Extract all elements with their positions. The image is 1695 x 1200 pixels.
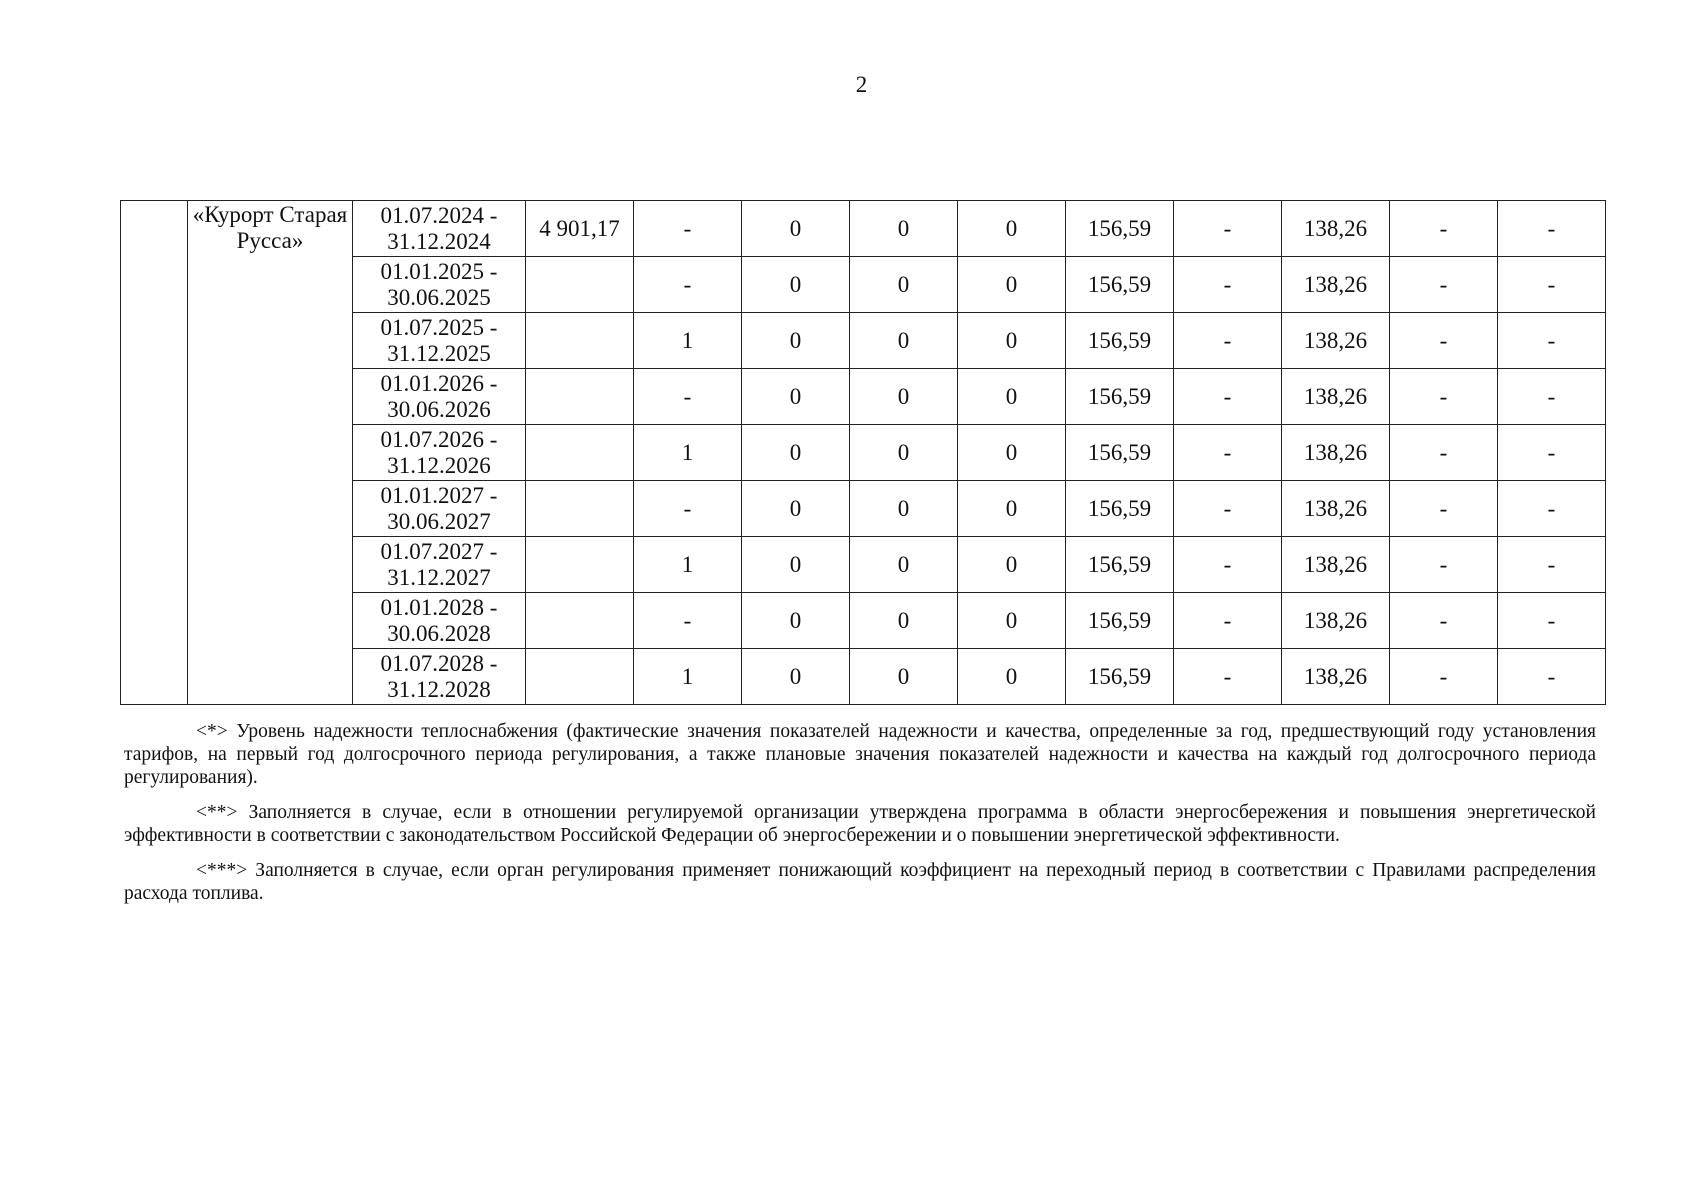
period-cell xyxy=(353,481,526,537)
footnote-1: <*> Уровень надежности теплоснабжения (фактические значения показателей надежности и качества, определенные за год, предшествующий году установления тарифов, на первый год долгосрочного периода регулирования, а также плановые значения показателей надежности и качества на каждый год долгосрочного периода регулирования). xyxy=(124,721,1596,788)
value-cell: - xyxy=(1390,481,1498,537)
value-cell: 156,59 xyxy=(1066,369,1174,425)
table-row xyxy=(121,201,1606,257)
base-value-cell xyxy=(526,257,634,313)
period-cell xyxy=(353,201,526,257)
base-value-cell xyxy=(526,481,634,537)
period-cell xyxy=(353,257,526,313)
period-cell xyxy=(353,369,526,425)
base-value-cell xyxy=(526,649,634,705)
value-cell: 0 xyxy=(742,593,850,649)
value-cell: - xyxy=(1498,425,1606,481)
value-cell: - xyxy=(634,257,742,313)
value-cell: 0 xyxy=(850,313,958,369)
period-start: 01.07.2027 - xyxy=(380,538,498,564)
page-number: 2 xyxy=(855,72,868,97)
period-cell xyxy=(353,593,526,649)
footnote-2: <**> Заполняется в случае, если в отношении регулируемой организации утверждена программа в области энергосбережения и повышения энергетической эффективности в соответствии с законодательством Российской Федерации об энергосбережении и о повышении энергетической эффективности. xyxy=(124,802,1596,846)
footnote-3: <***> Заполняется в случае, если орган регулирования применяет понижающий коэффициент на переходный период в соответствии с Правилами распределения расхода топлива. xyxy=(124,860,1596,904)
value-cell: 0 xyxy=(742,369,850,425)
value-cell: 156,59 xyxy=(1066,201,1174,257)
value-cell: 0 xyxy=(958,481,1066,537)
value-cell: 156,59 xyxy=(1066,481,1174,537)
period-end: 31.12.2025 xyxy=(387,340,491,366)
value-cell: - xyxy=(1390,537,1498,593)
value-cell: - xyxy=(1498,257,1606,313)
value-cell: 0 xyxy=(958,649,1066,705)
value-cell: - xyxy=(634,481,742,537)
value-cell: 0 xyxy=(742,537,850,593)
value-cell: - xyxy=(1498,201,1606,257)
value-cell: - xyxy=(634,201,742,257)
organization-name: «Курорт Старая Русса» xyxy=(192,202,348,253)
value-cell: - xyxy=(1174,593,1282,649)
value-cell: 156,59 xyxy=(1066,425,1174,481)
value-cell: 0 xyxy=(850,257,958,313)
value-cell: 138,26 xyxy=(1282,201,1390,257)
base-value-cell xyxy=(526,369,634,425)
base-value-cell xyxy=(526,425,634,481)
value-cell: - xyxy=(1498,593,1606,649)
value-cell: 0 xyxy=(850,649,958,705)
value-cell: - xyxy=(1390,649,1498,705)
period-cell xyxy=(353,537,526,593)
value-cell: - xyxy=(1498,649,1606,705)
value-cell: - xyxy=(1174,313,1282,369)
value-cell: - xyxy=(1498,481,1606,537)
value-cell: - xyxy=(1498,369,1606,425)
value-cell: 138,26 xyxy=(1282,369,1390,425)
base-value-cell xyxy=(526,593,634,649)
period-end: 30.06.2025 xyxy=(387,284,491,310)
period-start: 01.07.2028 - xyxy=(380,650,498,676)
value-cell: 0 xyxy=(742,201,850,257)
value-cell: 0 xyxy=(958,537,1066,593)
value-cell: - xyxy=(1390,369,1498,425)
value-cell: - xyxy=(634,593,742,649)
value-cell: 138,26 xyxy=(1282,481,1390,537)
value-cell: 0 xyxy=(742,649,850,705)
value-cell: - xyxy=(1174,369,1282,425)
period-start: 01.01.2027 - xyxy=(380,482,498,508)
period-start: 01.07.2026 - xyxy=(380,426,498,452)
period-end: 31.12.2026 xyxy=(387,452,491,478)
value-cell: 1 xyxy=(634,313,742,369)
value-cell: 0 xyxy=(958,201,1066,257)
period-start: 01.01.2026 - xyxy=(380,370,498,396)
value-cell: 156,59 xyxy=(1066,313,1174,369)
period-end: 31.12.2027 xyxy=(387,564,491,590)
value-cell: 156,59 xyxy=(1066,649,1174,705)
value-cell: 156,59 xyxy=(1066,593,1174,649)
period-end: 31.12.2024 xyxy=(387,228,491,254)
value-cell: - xyxy=(1390,257,1498,313)
base-value-cell xyxy=(526,537,634,593)
value-cell: - xyxy=(1498,537,1606,593)
value-cell: 138,26 xyxy=(1282,257,1390,313)
base-value-cell xyxy=(526,313,634,369)
value-cell: 0 xyxy=(850,369,958,425)
value-cell: - xyxy=(1174,201,1282,257)
period-start: 01.01.2028 - xyxy=(380,594,498,620)
value-cell: 0 xyxy=(742,425,850,481)
period-end: 30.06.2026 xyxy=(387,396,491,422)
value-cell: - xyxy=(1390,201,1498,257)
value-cell: 1 xyxy=(634,649,742,705)
tariff-table xyxy=(120,200,1606,705)
value-cell: 0 xyxy=(742,313,850,369)
value-cell: 0 xyxy=(958,313,1066,369)
value-cell: - xyxy=(634,369,742,425)
organization-cell xyxy=(188,201,353,705)
period-cell xyxy=(353,425,526,481)
value-cell: 156,59 xyxy=(1066,257,1174,313)
base-value-cell: 4 901,17 xyxy=(526,201,634,257)
value-cell: - xyxy=(1174,257,1282,313)
value-cell: 0 xyxy=(850,593,958,649)
period-start: 01.07.2025 - xyxy=(380,314,498,340)
value-cell: 0 xyxy=(958,593,1066,649)
value-cell: - xyxy=(1390,313,1498,369)
empty-cell xyxy=(121,201,188,705)
period-start: 01.01.2025 - xyxy=(380,258,498,284)
value-cell: 0 xyxy=(850,481,958,537)
value-cell: 1 xyxy=(634,537,742,593)
value-cell: 0 xyxy=(850,425,958,481)
value-cell: 138,26 xyxy=(1282,425,1390,481)
value-cell: - xyxy=(1174,537,1282,593)
period-cell xyxy=(353,649,526,705)
period-end: 30.06.2028 xyxy=(387,620,491,646)
value-cell: 138,26 xyxy=(1282,313,1390,369)
value-cell: 0 xyxy=(958,257,1066,313)
footnotes xyxy=(124,720,1596,917)
value-cell: 0 xyxy=(742,481,850,537)
value-cell: 138,26 xyxy=(1282,593,1390,649)
value-cell: - xyxy=(1174,425,1282,481)
value-cell: 138,26 xyxy=(1282,649,1390,705)
period-cell xyxy=(353,313,526,369)
value-cell: 138,26 xyxy=(1282,537,1390,593)
value-cell: 0 xyxy=(742,257,850,313)
value-cell: 0 xyxy=(958,425,1066,481)
value-cell: 0 xyxy=(958,369,1066,425)
value-cell: 0 xyxy=(850,201,958,257)
value-cell: - xyxy=(1174,481,1282,537)
period-start: 01.07.2024 - xyxy=(380,202,498,228)
value-cell: 1 xyxy=(634,425,742,481)
period-end: 31.12.2028 xyxy=(387,676,491,702)
value-cell: - xyxy=(1390,593,1498,649)
value-cell: 0 xyxy=(850,537,958,593)
value-cell: - xyxy=(1174,649,1282,705)
value-cell: - xyxy=(1390,425,1498,481)
value-cell: 156,59 xyxy=(1066,537,1174,593)
value-cell: - xyxy=(1498,313,1606,369)
period-end: 30.06.2027 xyxy=(387,508,491,534)
